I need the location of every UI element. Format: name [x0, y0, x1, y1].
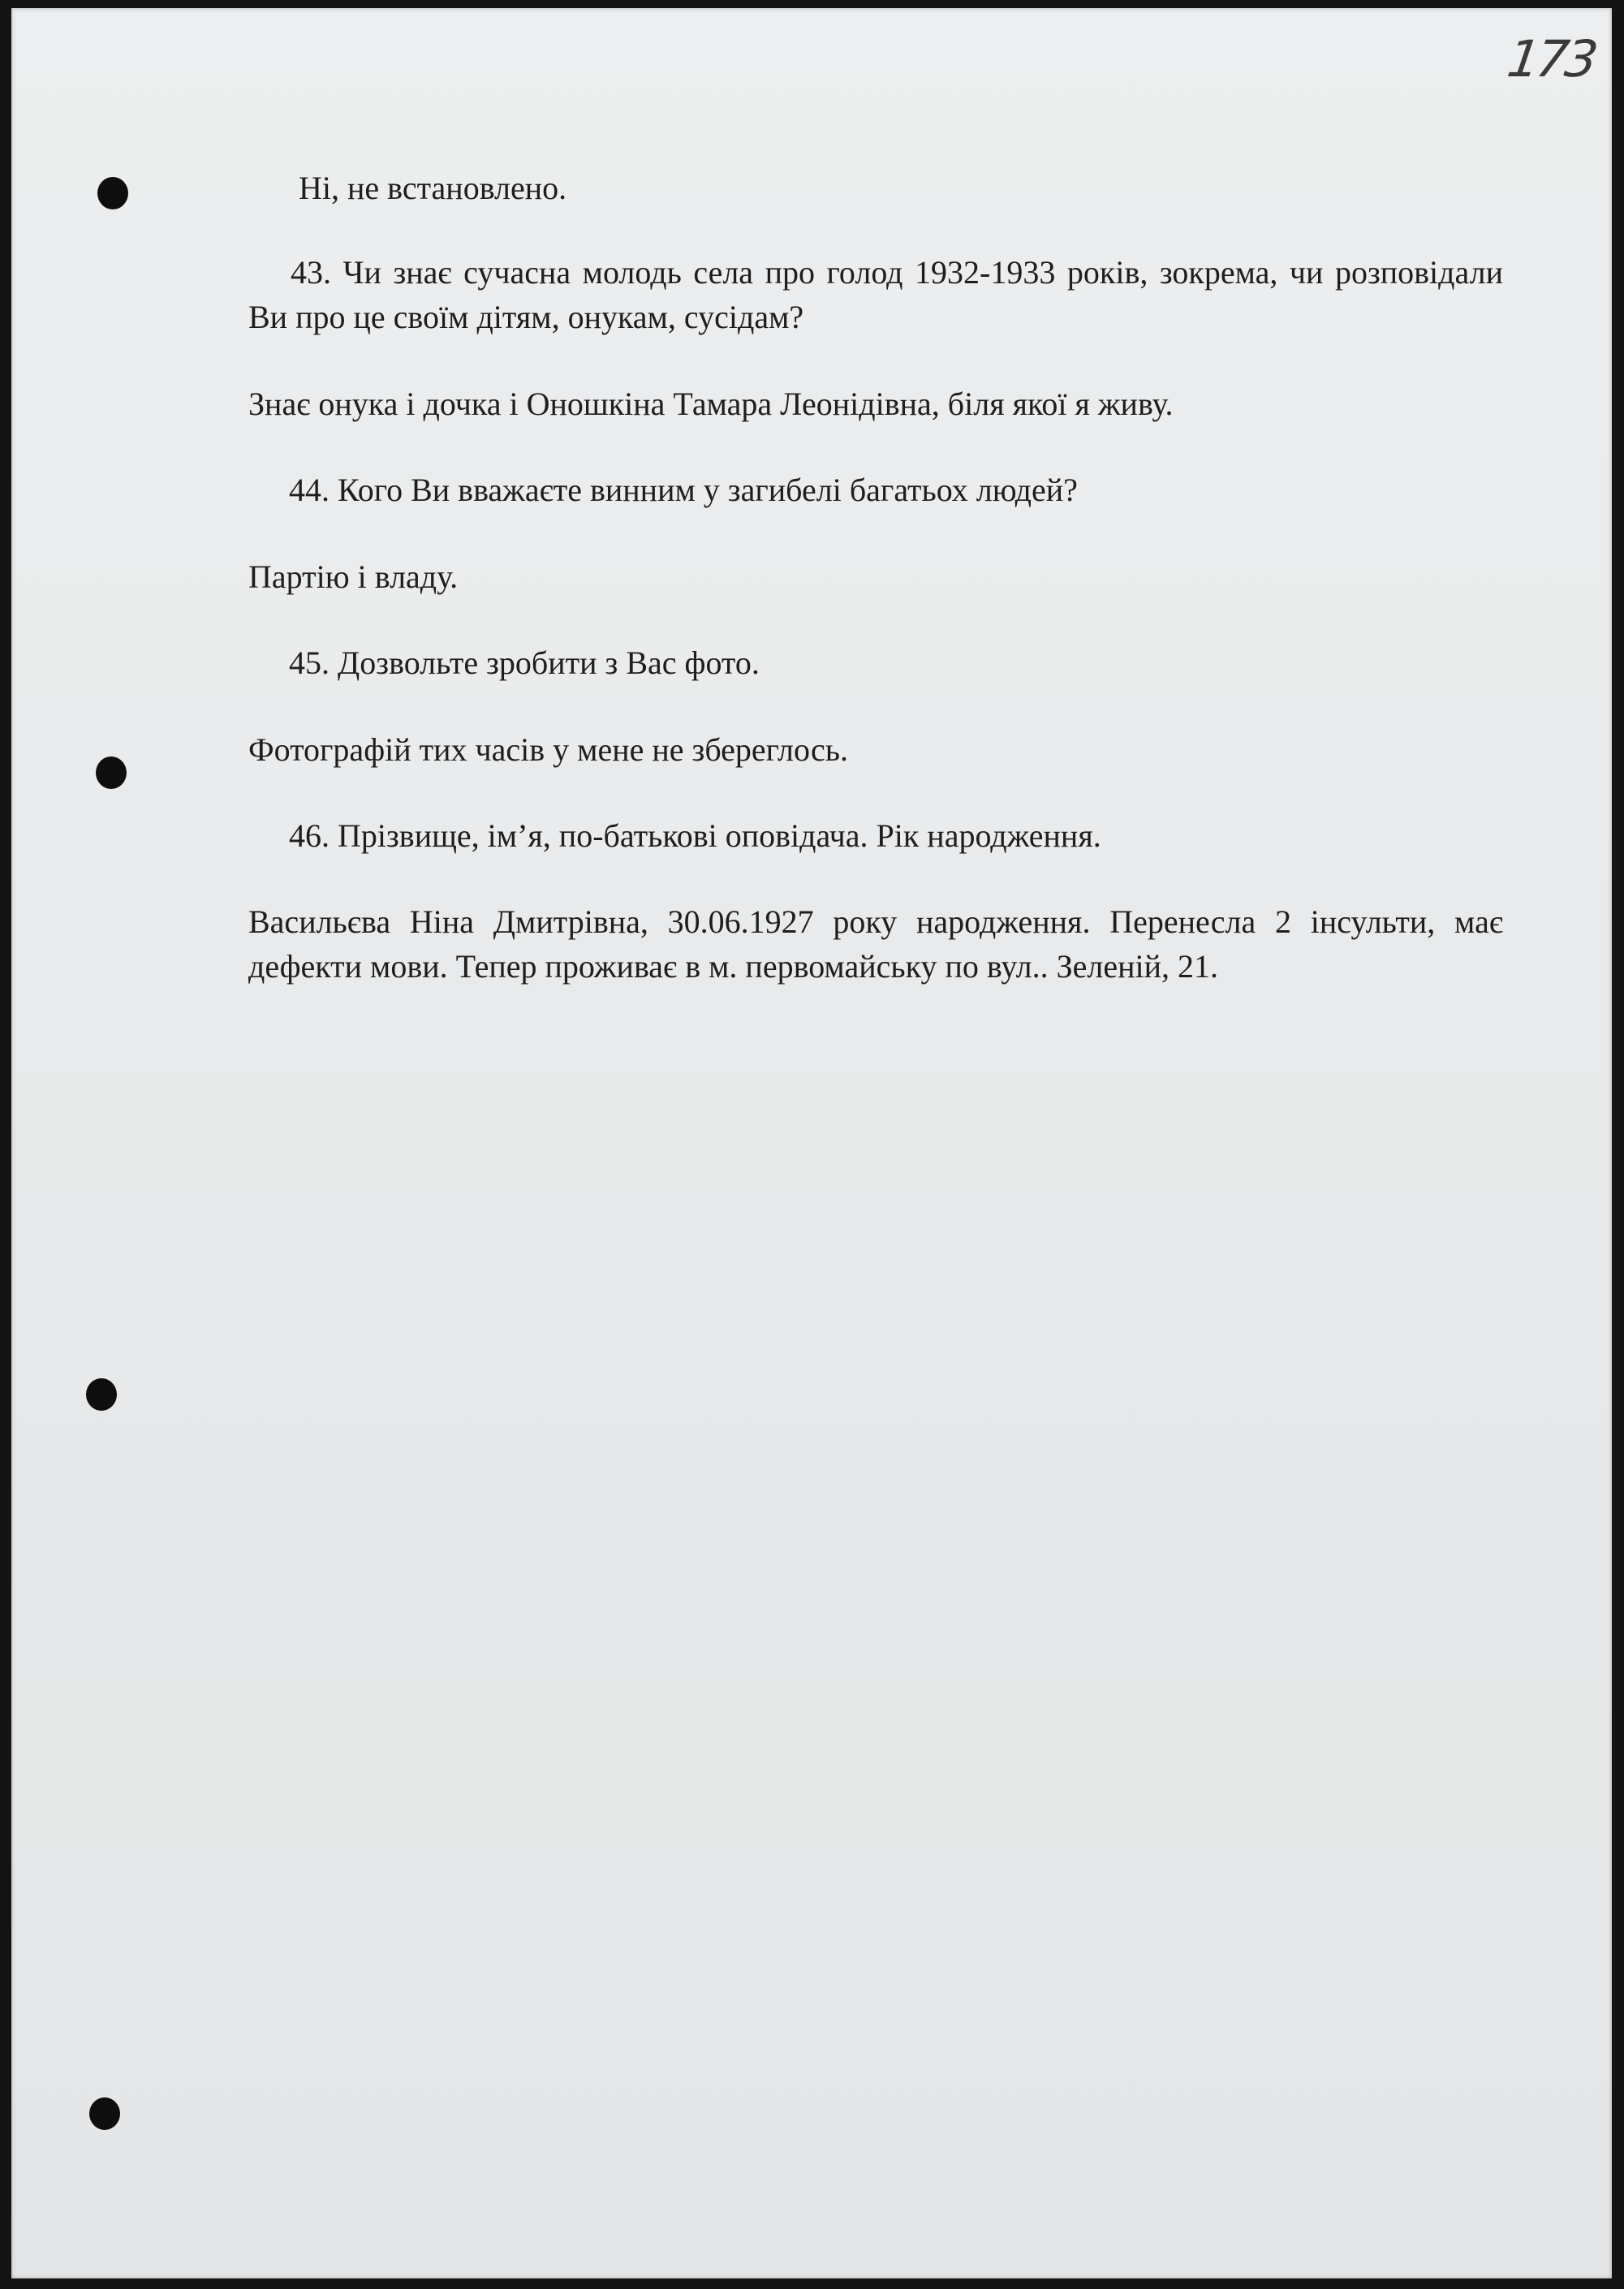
punch-hole-3: [86, 1378, 117, 1411]
answer-45: Фотографій тих часів у мене не збереглось.: [248, 731, 848, 768]
question-44: 44. Кого Ви вважаєте винним у загибелі багатьох людей?: [289, 472, 1078, 508]
answer-43: Знає онука і дочка і Оношкіна Тамара Леонідівна, біля якої я живу.: [248, 386, 1174, 422]
document-page: [11, 8, 1612, 2278]
punch-hole-1: [97, 177, 128, 209]
punch-hole-2: [96, 757, 127, 789]
answer-44: Партію і владу.: [248, 558, 459, 595]
answer-42: Ні, не встановлено.: [299, 170, 567, 206]
question-46: 46. Прізвище, ім’я, по-батькові оповідача. Рік народження.: [289, 817, 1101, 854]
punch-hole-4: [89, 2097, 120, 2130]
question-43: 43. Чи знає сучасна молодь села про голод 1932-1933 років, зокрема, чи розповідали Ви про це своїм дітям, онукам, сусідам?: [248, 254, 1503, 335]
answer-46: Васильєва Ніна Дмитрівна, 30.06.1927 року народження. Перенесла 2 інсульти, має дефекти мови. Тепер проживає в м. первомайську по вул.. Зеленій, 21.: [248, 903, 1503, 985]
handwritten-page-number: 173: [1503, 29, 1599, 88]
question-45: 45. Дозвольте зробити з Вас фото.: [289, 644, 760, 681]
